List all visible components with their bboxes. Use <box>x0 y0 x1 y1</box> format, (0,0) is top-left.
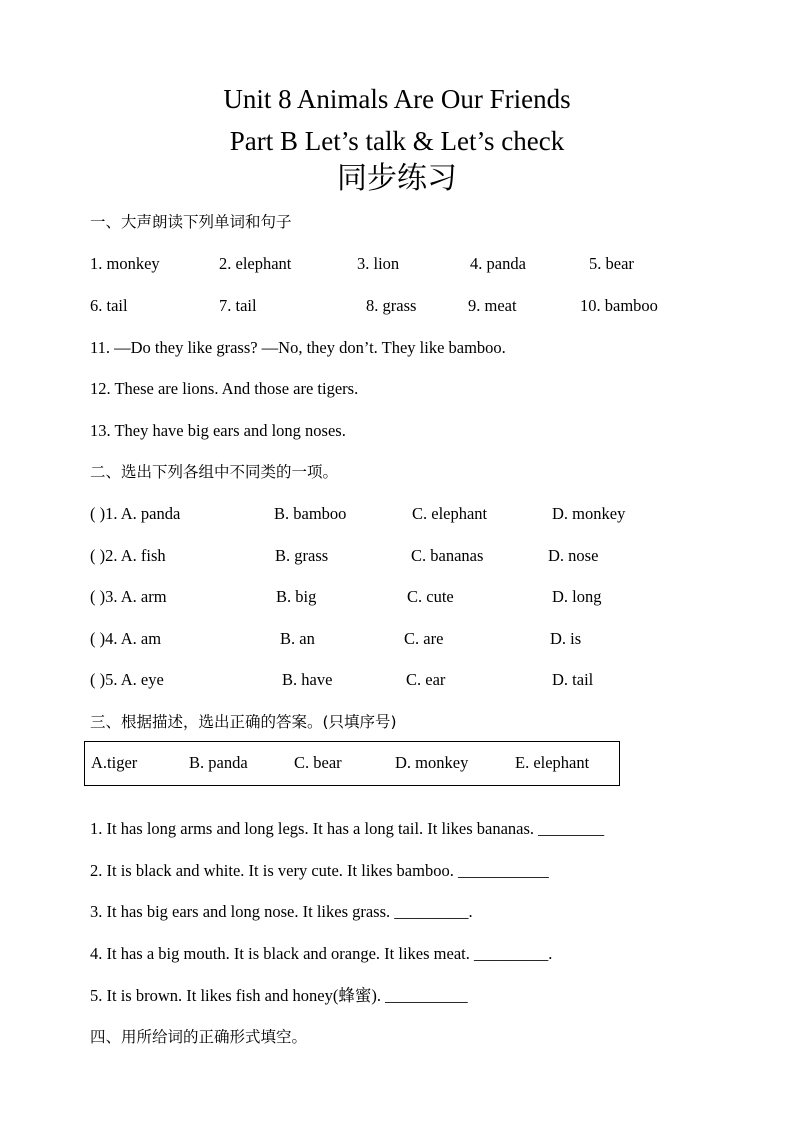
title-unit: Unit 8 Animals Are Our Friends <box>223 84 571 114</box>
description-item: 1. It has long arms and long legs. It has a long tail. It likes bananas. ________ <box>90 819 605 838</box>
description-item: 3. It has big ears and long nose. It likes grass. _________. <box>90 902 473 921</box>
answer-option: B. panda <box>189 753 248 772</box>
option-d: D. long <box>552 587 602 606</box>
question-number: ( )3. A. arm <box>90 587 167 606</box>
option-c: C. are <box>404 629 444 648</box>
sentence-item: 13. They have big ears and long noses. <box>90 421 346 440</box>
question-number: ( )4. A. am <box>90 629 162 648</box>
option-c: C. cute <box>407 587 454 606</box>
word-item: 6. tail <box>90 296 128 315</box>
answer-option: D. monkey <box>395 753 469 772</box>
description-item: 5. It is brown. It likes fish and honey(蜂蜜). __________ <box>90 986 468 1005</box>
answer-option: C. bear <box>294 753 342 772</box>
word-item: 1. monkey <box>90 254 160 273</box>
option-c: C. ear <box>406 670 446 689</box>
word-item: 2. elephant <box>219 254 292 273</box>
option-b: B. grass <box>275 546 329 565</box>
word-item: 8. grass <box>366 296 417 315</box>
option-c: C. bananas <box>411 546 484 565</box>
word-item: 4. panda <box>470 254 526 273</box>
section2-heading: 二、选出下列各组中不同类的一项。 <box>90 463 339 481</box>
question-number: ( )2. A. fish <box>90 546 166 565</box>
word-item: 10. bamboo <box>580 296 658 315</box>
option-d: D. nose <box>548 546 599 565</box>
question-number: ( )5. A. eye <box>90 670 164 689</box>
question-number: ( )1. A. panda <box>90 504 181 523</box>
option-b: B. an <box>280 629 315 648</box>
section3-heading: 三、根据描述，选出正确的答案。(只填序号) <box>90 713 397 731</box>
option-b: B. bamboo <box>274 504 347 523</box>
sentence-item: 12. These are lions. And those are tigers. <box>90 379 359 398</box>
title-part: Part B Let’s talk & Let’s check <box>229 126 565 156</box>
section4-heading: 四、用所给词的正确形式填空。 <box>90 1028 308 1046</box>
word-item: 7. tail <box>219 296 257 315</box>
description-item: 4. It has a big mouth. It is black and orange. It likes meat. _________. <box>90 944 553 963</box>
option-b: B. have <box>282 670 333 689</box>
option-b: B. big <box>276 587 317 606</box>
word-item: 5. bear <box>589 254 634 273</box>
word-item: 9. meat <box>468 296 517 315</box>
section1-heading: 一、大声朗读下列单词和句子 <box>90 213 292 231</box>
answer-option: E. elephant <box>515 753 590 772</box>
word-item: 3. lion <box>357 254 400 273</box>
answer-option: A.tiger <box>91 753 138 772</box>
option-c: C. elephant <box>412 504 488 523</box>
option-d: D. is <box>550 629 582 648</box>
option-d: D. monkey <box>552 504 626 523</box>
title-practice: 同步练习 <box>337 161 457 196</box>
sentence-item: 11. —Do they like grass? —No, they don’t. They like bamboo. <box>90 338 506 357</box>
option-d: D. tail <box>552 670 594 689</box>
description-item: 2. It is black and white. It is very cute. It likes bamboo. ___________ <box>90 861 549 880</box>
